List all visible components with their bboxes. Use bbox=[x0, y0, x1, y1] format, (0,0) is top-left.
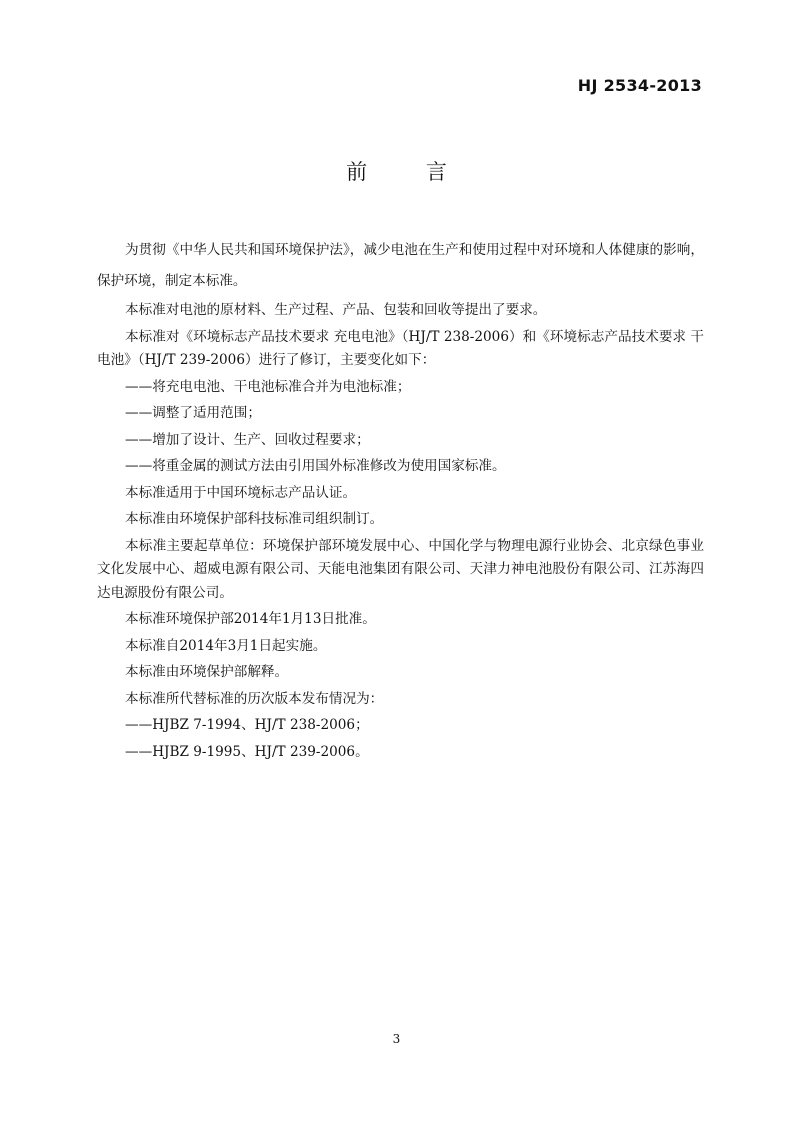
list-item: ——调整了适用范围； bbox=[125, 405, 261, 421]
list-item: ——HJBZ 7-1994、HJ/T 238-2006； bbox=[125, 717, 369, 733]
list-item: ——HJBZ 9-1995、HJ/T 239-2006。 bbox=[125, 743, 369, 760]
paragraph-organizer: 本标准由环境保护部科技标准司组织制订。 bbox=[125, 511, 384, 527]
paragraph-purpose: 为贯彻《中华人民共和国环境保护法》，减少电池在生产和使用过程中对环境和人体健康的影响，保护环境，制定本标准。 bbox=[97, 242, 704, 289]
changes-list bbox=[97, 376, 704, 479]
paragraph-scope-requirements: 本标准对电池的原材料、生产过程、产品、包装和回收等提出了要求。 bbox=[125, 302, 547, 318]
paragraph-history-intro: 本标准所代替标准的历次版本发布情况为： bbox=[125, 690, 384, 707]
foreword-body bbox=[97, 235, 704, 767]
history-list bbox=[97, 714, 704, 764]
list-item: ——将充电电池、干电池标准合并为电池标准； bbox=[125, 378, 411, 395]
list-item: ——将重金属的测试方法由引用国外标准修改为使用国家标准。 bbox=[125, 458, 506, 474]
standard-code: HJ 2534-2013 bbox=[577, 76, 702, 95]
paragraph-revision: 本标准对《环境标志产品技术要求 充电电池》（HJ/T 238-2006）和《环境标志产品技术要求 干电池》（HJ/T 239-2006）进行了修订，主要变化如下： bbox=[97, 328, 704, 368]
paragraph-drafting-units: 本标准主要起草单位：环境保护部环境发展中心、中国化学与物理电源行业协会、北京绿色事业文化发展中心、超威电源有限公司、天能电池集团有限公司、天津力神电池股份有限公司、江苏海四达电源股份有限公司。 bbox=[97, 537, 704, 601]
page-number: 3 bbox=[392, 1032, 401, 1046]
paragraph-applicability: 本标准适用于中国环境标志产品认证。 bbox=[125, 484, 357, 501]
paragraph-interpretation: 本标准由环境保护部解释。 bbox=[125, 664, 289, 680]
paragraph-effective-date: 本标准自2014年3月1日起实施。 bbox=[125, 637, 327, 654]
paragraph-approval-date: 本标准环境保护部2014年1月13日批准。 bbox=[125, 611, 376, 627]
list-item: ——增加了设计、生产、回收过程要求； bbox=[125, 431, 370, 448]
page-title: 前 言 bbox=[346, 160, 473, 184]
